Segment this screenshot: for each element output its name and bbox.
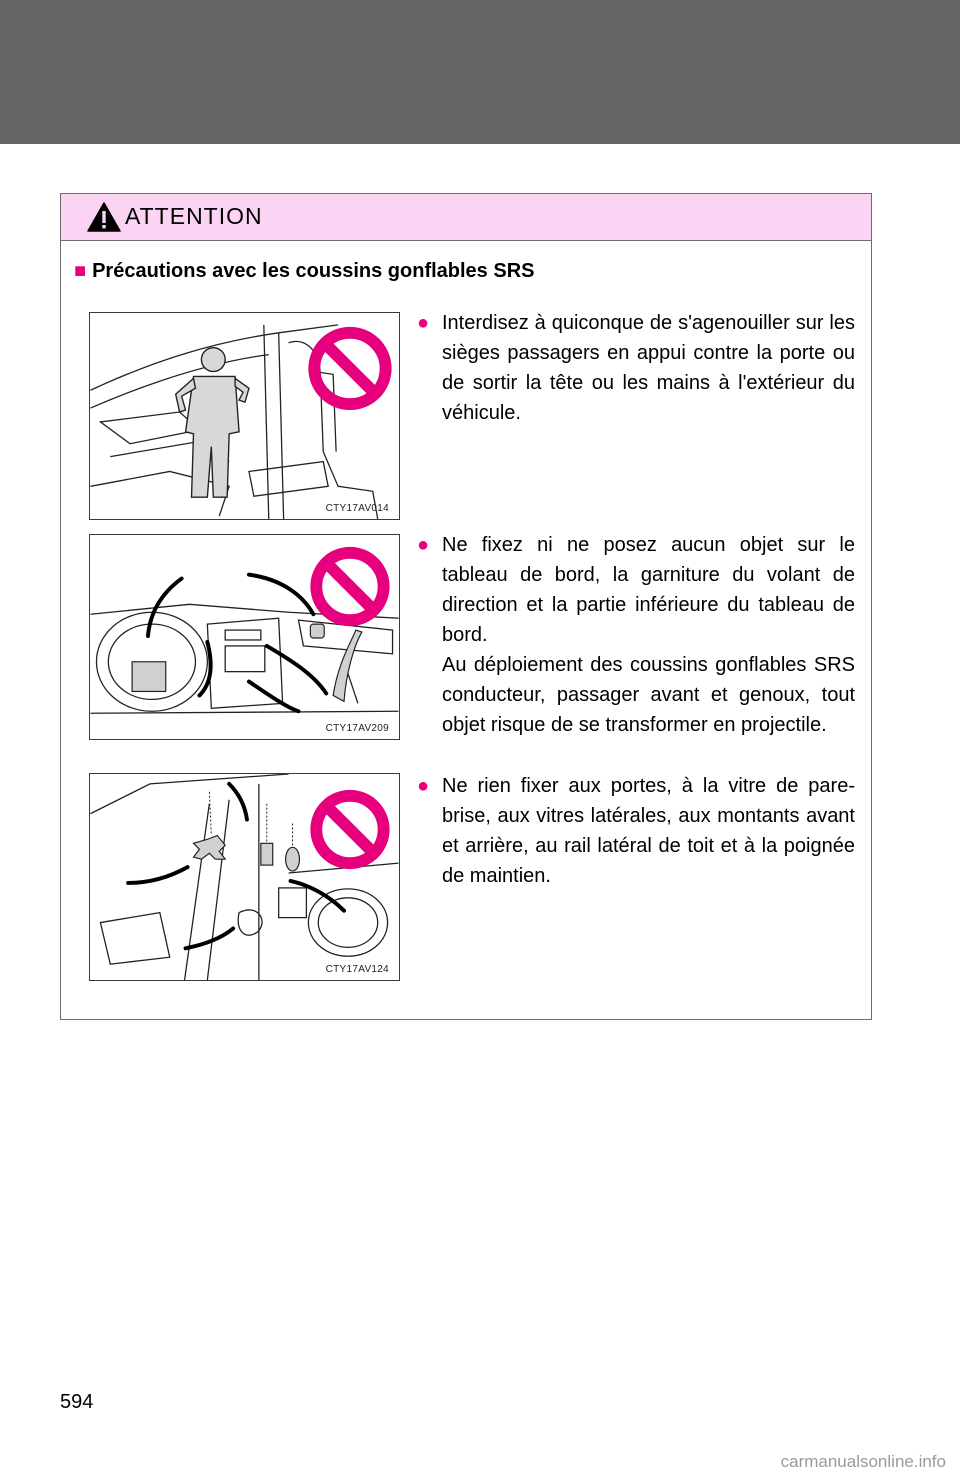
prohibited-icon xyxy=(316,553,383,620)
illustration-pillar-objects xyxy=(89,773,400,981)
warning-triangle-icon xyxy=(87,201,121,233)
warning-header xyxy=(61,194,871,241)
bullet-dot-icon: ● xyxy=(417,534,430,556)
watermark: carmanualsonline.info xyxy=(780,1452,946,1471)
pillar-objects-drawing xyxy=(90,774,399,980)
bullet-text-continued: Au déploiement des coussins gonflables SRS conducteur, passager avant et genoux, tout objet risque de se transformer en projectile. xyxy=(442,654,855,736)
prohibited-icon xyxy=(314,333,385,404)
warning-title: ATTENTION xyxy=(125,203,263,229)
image-code: CTY17AV124 xyxy=(325,964,389,975)
bullet-dot-icon: ● xyxy=(417,312,430,334)
bullet-text: Ne rien fixer aux portes, à la vitre de pare-brise, aux vitres latérales, aux montants avant et arrière, au rail latéral de toit et à la poignée de maintien. xyxy=(442,775,855,887)
bullet-text: Interdisez à quiconque de s'agenouiller sur les sièges passagers en appui contre la porte ou de sortir la tête ou les mains à l'extérieur du véhicule. xyxy=(442,312,855,424)
square-bullet-icon: ■ xyxy=(74,260,87,282)
bullet-text: Ne fixez ni ne posez aucun objet sur le tableau de bord, la garniture du volant de direction et la partie inférieure du tableau de bord. xyxy=(442,534,855,646)
bullet-item xyxy=(417,771,855,891)
image-code: CTY17AV209 xyxy=(325,723,389,734)
bullet-dot-icon: ● xyxy=(417,775,430,797)
kneeling-passenger-drawing xyxy=(90,313,399,519)
warning-box xyxy=(60,193,872,1020)
dashboard-objects-drawing xyxy=(90,535,399,739)
illustration-dashboard-objects xyxy=(89,534,400,740)
illustration-kneeling-passenger xyxy=(89,312,400,520)
section-title-text: Précautions avec les coussins gonflables SRS xyxy=(92,260,535,282)
image-code: CTY17AV014 xyxy=(325,503,389,514)
page-header-band xyxy=(0,0,960,144)
bullet-item xyxy=(417,530,855,740)
page-number: 594 xyxy=(60,1391,94,1413)
bullet-item xyxy=(417,308,855,428)
prohibited-icon xyxy=(316,796,383,863)
section-title xyxy=(74,260,535,283)
